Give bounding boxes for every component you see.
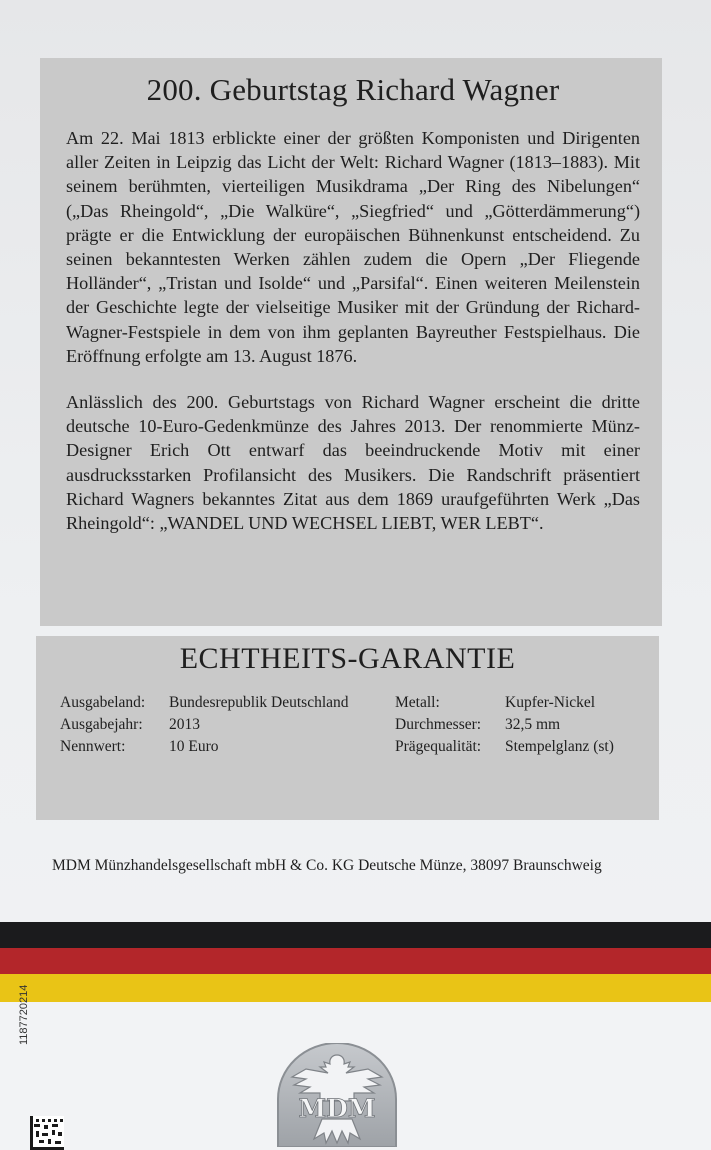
spec-row-metal [395, 692, 655, 714]
flag-stripe-black [0, 922, 711, 948]
spec-row-country [60, 692, 380, 714]
spec-label: Nennwert: [60, 738, 126, 755]
flag-stripe-red [0, 948, 711, 974]
spec-value: Bundesrepublik Deutschland [169, 694, 349, 711]
spec-label: Metall: [395, 694, 440, 711]
spec-row-denomination [60, 736, 380, 758]
mdm-eagle-logo-icon [276, 1043, 398, 1147]
guarantee-title: ECHTHEITS-GARANTIE [179, 642, 516, 675]
serial-number: 1187720214 [18, 984, 30, 1045]
spec-value: 32,5 mm [505, 716, 561, 733]
specs-right-column [395, 692, 655, 758]
spec-value: 2013 [169, 716, 200, 733]
article-panel [40, 58, 662, 626]
spec-label: Ausgabejahr: [60, 716, 143, 733]
article-paragraph-1: Am 22. Mai 1813 erblickte einer der größten Komponisten und Dirigenten aller Zeiten in Leipzig das Licht der Welt: Richard Wagner (1813–1883). Mit seinem berühmten, vierteiligen Musikdrama „Der Ring des Nibelungen“ („Das Rheingold“, „Die Walküre“, „Siegfried“ und „Götterdämmerung“) prägte er die Entwicklung der europäischen Bühnenkunst entscheidend. Zu seinen bekanntesten Werken zählen zudem die Opern „Der Fliegende Holländer“, „Tristan und Isolde“ und „Parsifal“. Einen weiteren Meilenstein der Geschichte legte der vielseitige Musiker mit der Gründung der Richard-Wagner-Festspiele in dem von ihm geplanten Bayreuther Festspielhaus. Die Eröffnung erfolgte am 13. August 1876. [66, 128, 640, 366]
spec-value: Kupfer-Nickel [505, 694, 596, 711]
logo-text: MDM [298, 1094, 376, 1123]
article-paragraph-2: Anlässlich des 200. Geburtstags von Richard Wagner erscheint die dritte deutsche 10-Euro-Gedenkmünze des Jahres 2013. Der renommierte Münz-Designer Erich Ott entwarf das beeindruckende Motiv mit einer ausdrucksstarken Profilansicht des Musikers. Die Randschrift präsentiert Richard Wagners bekanntes Zitat aus dem 1869 uraufgeführten Werk „Das Rheingold“: „WANDEL UND WECHSEL LIEBT, WER LEBT“. [66, 392, 640, 534]
specs-left-column [60, 692, 380, 758]
spec-row-quality [395, 736, 655, 758]
spec-label: Prägequalität: [395, 738, 482, 755]
spec-row-diameter [395, 714, 655, 736]
datamatrix-code-icon [30, 1116, 64, 1150]
spec-value: Stempelglanz (st) [505, 738, 614, 755]
spec-row-year [60, 714, 380, 736]
article-title: 200. Geburtstag Richard Wagner [146, 72, 560, 107]
spec-value: 10 Euro [169, 738, 219, 755]
spec-label: Ausgabeland: [60, 694, 146, 711]
publisher-line: MDM Münzhandelsgesellschaft mbH & Co. KG Deutsche Münze, 38097 Braunschweig [52, 857, 602, 874]
spec-label: Durchmesser: [395, 716, 482, 733]
flag-stripe-gold [0, 974, 711, 1002]
guarantee-panel [36, 636, 659, 820]
